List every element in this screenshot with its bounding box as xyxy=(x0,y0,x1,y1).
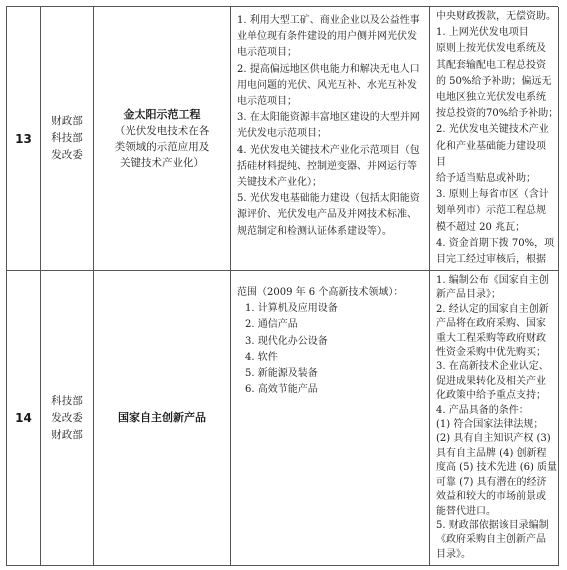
content-item: 5. 新能源及装备 xyxy=(245,368,318,380)
department-name: 财政部 xyxy=(51,115,83,127)
row-number-text: 13 xyxy=(15,131,32,146)
row-number-text: 14 xyxy=(15,411,32,425)
department-name: 发改委 xyxy=(51,411,83,424)
policy-line: 2. 经认定的国家自主创新 xyxy=(436,303,549,315)
policy-cell xyxy=(430,271,559,566)
program-title: 金太阳示范工程 xyxy=(123,107,201,121)
policy-line: 重大工程采购等政府财政 xyxy=(436,332,546,344)
policy-line: 1. 上网光伏发电项目 xyxy=(436,27,529,39)
department-cell xyxy=(41,7,94,271)
policy-line: 能替代进口。 xyxy=(436,505,496,517)
program-title: 国家自主创新产品 xyxy=(118,411,206,424)
program-subtitle: （光伏发电技术在各 xyxy=(114,124,210,137)
policy-line: 的 50%给予补助；偏远无 xyxy=(436,75,552,87)
policy-line: 目录》。 xyxy=(436,548,471,560)
content-line: 用电问题的光伏、风光互补、水光互补发 xyxy=(237,79,417,91)
policy-line: 《政府采购自主创新产品 xyxy=(436,534,546,546)
policy-line: 其配套输配电工程总投资 xyxy=(436,59,546,71)
policy-line: 目完工经过审核后，根据 xyxy=(436,254,546,266)
content-cell xyxy=(231,7,430,271)
content-line: 光伏发电示范项目； xyxy=(237,128,327,140)
content-item: 4. 软件 xyxy=(245,351,278,363)
department-name: 科技部 xyxy=(51,132,83,144)
content-line: 电示范项目； xyxy=(237,96,297,108)
policy-line: 3. 原则上每省市区（含计 xyxy=(436,189,549,201)
policy-line: 促进成果转化及相关产业 xyxy=(436,375,546,387)
policy-line: 可靠 (7) 具有潜在的经济 xyxy=(436,476,547,488)
program-subtitle: 关键技术产业化） xyxy=(120,156,204,169)
content-item: 1. 计算机及应用设备 xyxy=(245,303,338,315)
policy-line: 给予适当贴息或补助； xyxy=(436,173,536,185)
policy-line: 中央财政拨款，无偿资助。 xyxy=(436,11,556,22)
content-line: 源评价、光伏发电产品及并网技术标准、 xyxy=(237,209,417,221)
content-line: 1. 利用大型工矿、商业企业以及公益性事 xyxy=(237,15,420,26)
policy-line: 新产品目录》； xyxy=(436,289,501,301)
content-item: 2. 通信产品 xyxy=(245,319,298,331)
policy-line: (2) 具有自主知识产权 (3) xyxy=(436,433,551,445)
policy-line: 划单列市）示范工程总规 xyxy=(436,205,546,217)
content-item: 3. 现代化办公设备 xyxy=(245,335,328,347)
table-row xyxy=(7,7,558,271)
policy-line: 化政策中给予重点支持； xyxy=(436,390,546,402)
policy-line: 效益和较大的市场前景或 xyxy=(436,491,546,503)
policy-line: 3. 在高新技术企业认定、 xyxy=(436,361,549,373)
content-line: 电示范项目； xyxy=(237,47,297,59)
policy-line: 模不超过 20 兆瓦； xyxy=(436,221,526,233)
content-line: 业单位现有条件建设的用户侧并网光伏发 xyxy=(237,31,417,43)
content-line: 2. 提高偏远地区供电能力和解决无电人口 xyxy=(237,63,420,75)
program-name-cell xyxy=(94,271,231,566)
policy-line: 原则上按光伏发电系统及 xyxy=(436,43,546,55)
department-name: 财政部 xyxy=(51,428,83,441)
policy-line: 4. 产品具备的条件： xyxy=(436,404,529,416)
content-cell xyxy=(231,271,430,566)
department-cell xyxy=(41,271,94,566)
policy-line: (1) 符合国家法律法规； xyxy=(436,419,544,431)
policy-line: 2. 光伏发电关键技术产业 xyxy=(436,124,549,136)
content-line: 规范制定和检测认证体系建设等）。 xyxy=(237,225,392,237)
policy-line: 具有自主品牌 (4) 创新程 xyxy=(436,447,547,459)
content-item: 6. 高效节能产品 xyxy=(245,384,318,396)
content-heading: 范围（2009 年 6 个高新技术领域）： xyxy=(237,287,404,298)
policy-line: 性资金采购中优先购买； xyxy=(436,347,546,359)
content-line: 5. 光伏发电基础能力建设（包括太阳能资 xyxy=(237,193,420,205)
content-line: 3. 在太阳能资源丰富地区建设的大型并网 xyxy=(237,112,420,124)
policy-line: 度高 (5) 技术先进 (6) 质量 xyxy=(436,462,558,474)
policy-line: 5. 财政部依据该目录编制 xyxy=(436,519,549,531)
program-subtitle: 类领域的示范应用及 xyxy=(114,140,210,153)
policy-line: 目 xyxy=(436,156,446,168)
policy-line: 4. 资金首期下拨 70%，项 xyxy=(436,237,555,249)
content-line: 关键技术产业化）； xyxy=(237,177,322,189)
department-name: 科技部 xyxy=(51,394,83,407)
row-number xyxy=(7,271,41,566)
content-line: 4. 光伏发电关键技术产业化示范项目（包 xyxy=(237,144,420,156)
policy-line: 化和产业基础能力建设项 xyxy=(436,140,546,152)
table-row xyxy=(7,271,558,566)
policy-cell xyxy=(430,7,559,271)
department-name: 发改委 xyxy=(51,149,83,161)
content-line: 括硅材料提纯、控制逆变器、并网运行等 xyxy=(237,160,417,172)
policy-line: 产品将在政府采购、国家 xyxy=(436,318,546,330)
policy-line: 1. 编制公布《国家自主创 xyxy=(436,275,549,286)
policy-line: 按总投资的70%给予补助； xyxy=(436,108,559,120)
row-number xyxy=(7,7,41,271)
policy-line: 电地区独立光伏发电系统 xyxy=(436,92,546,104)
program-name-cell xyxy=(94,7,231,271)
policy-table xyxy=(6,6,558,566)
